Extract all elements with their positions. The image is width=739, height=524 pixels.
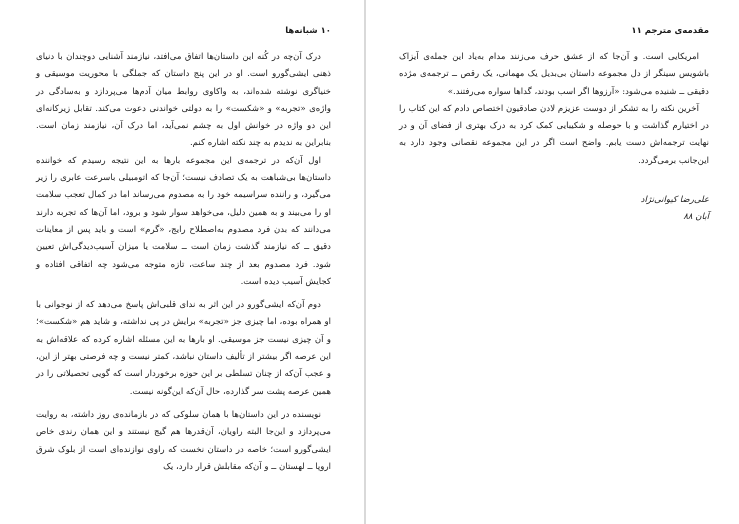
page-body (36, 49, 331, 476)
translator-signature (399, 192, 709, 226)
paragraph: آخرین نکته را به تشکر از دوست عزیزم لادن صادقیون اختصاص دادم که این کتاب را در اختیارم گذاشت و با حوصله و شکیبایی کمک کرد به درک بهتری از فضای آن و در نهایت ترجمه‌اش دست یابم. واضح است اگر در این مجموعه نقصانی وجود دارد به این‌جانب برمی‌گردد. (399, 103, 709, 166)
signature-name: علی‌رضا کیوانی‌نژاد (640, 195, 709, 206)
page-gutter (364, 0, 366, 524)
paragraph: اول آن‌که در ترجمه‌ی این مجموعه بارها به این نتیجه رسیدم که خواننده داستان‌ها بی‌شباهت به یک تصادف نیست؛ آن‌جا که اتومبیلی باسرعت عابری را زیر می‌گیرد، و راننده سراسیمه خود را به مصدوم می‌رساند اما در کمال تعجب سلامت او را می‌بیند و به همین دلیل، می‌خواهد سوار شود و برود، اما آن‌ها که تجربه دارند می‌دانند که بدن فرد مصدوم به‌اصطلاح رایج، «گرم» است و باید پس از معاینات دقیق ــ که نیازمند گذشت زمان است ــ سلامت یا میزان آسیب‌دیدگی‌اش تعیین شود. فرد مصدوم بعد از چند ساعت، تازه متوجه می‌شود چه اتفاقی افتاده و کجایش آسیب دیده است. (36, 155, 331, 287)
page-header (399, 26, 709, 36)
left-page (0, 0, 361, 524)
signature-date: آبان ۸۸ (683, 212, 709, 223)
right-page (369, 0, 739, 524)
page-header (36, 26, 331, 36)
paragraph: درک آن‌چه در کُنه این داستان‌ها اتفاق می‌افتد، نیازمند آشنایی دوچندان با دنیای ذهنی ایشی‌گورو است. او در این پنج داستان که جملگی با محوریت موسیقی و خنیاگری نوشته شده‌اند، به واکاوی روابط میان آدم‌ها می‌پردازد و به‌سادگی در واژه‌ی «تجربه» و «شکست» را به دولتی خواندنی دعوت می‌کند. تقابل زیرکانه‌ای این دو واژه در خوانش اول به چشم نمی‌آید، اما درک آن، نیازمند زمان است. بنابراین به ندیدم به چند نکته اشاره کنم. (36, 52, 331, 149)
page-header-text: مقدمه‌ی مترجم ۱۱ (631, 26, 709, 36)
page-body (399, 49, 709, 170)
paragraph: امریکایی است. و آن‌جا که از عشق حرف می‌زنند مدام به‌یاد این جمله‌ی آیزاک باشویس سینگر از دل مجموعه داستان بی‌بدیل یک مهمانی، یک رقص ــ ترجمه‌ی مژده دقیقی ــ شنیده می‌شود: «آرزوها اگر اسب بودند، گداها سواره می‌رفتند.» (399, 52, 709, 97)
page-header-text: ۱۰ شبانه‌ها (285, 26, 331, 36)
paragraph: نویسنده در این داستان‌ها با همان سلوکی که در بازمانده‌ی روز داشته، به روایت می‌پردازد و این‌جا البته راویان، آن‌قدرها هم گیج نیستند و این همان رندی خاص ایشی‌گورو است؛ خاصه در داستان نخست که راوی نوازنده‌ای است از بلوک شرق اروپا ــ لهستان ــ و آن‌که مقابلش قرار دارد، یک (36, 409, 331, 472)
paragraph: دوم آن‌که ایشی‌گورو در این اثر به ندای قلبی‌اش پاسخ می‌دهد که از نوجوانی با او همراه بوده، اما چیزی جز «تجربه» برایش در پی نداشته، و شاید هم «شکست»؛ و آن چیزی نیست جز موسیقی. او بارها به این مسئله اشاره کرده که علاقه‌اش به این عرصه اگر بیشتر از تألیف داستان نباشد، کمتر نیست و چه فرصتی بهتر از این، و عجب آن‌که از چنان تسلطی بر این حوزه برخوردار است که گویی تحصیلاتی را در همین عرصه پشت سر گذارده، حال آن‌که این‌گونه نیست. (36, 300, 331, 397)
